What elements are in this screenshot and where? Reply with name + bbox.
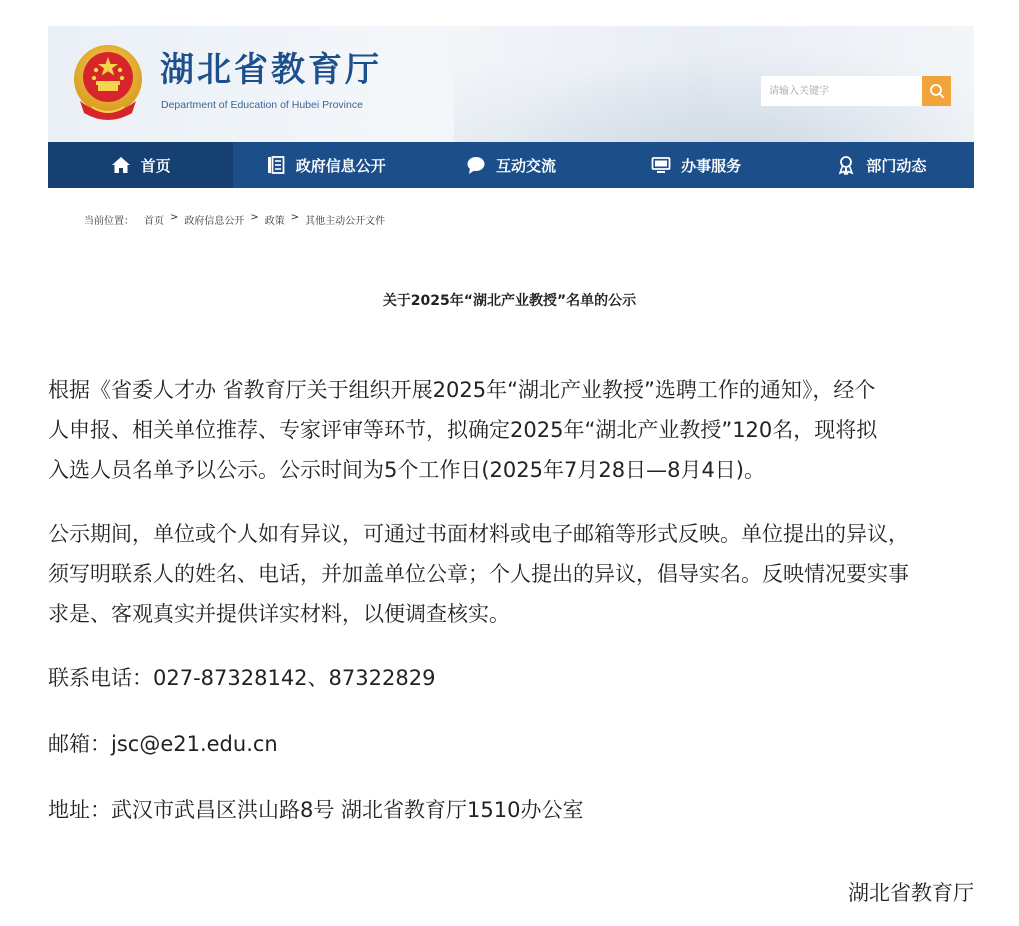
search-box	[761, 76, 951, 106]
site-subtitle: Department of Education of Hubei Province	[161, 99, 363, 111]
breadcrumb	[84, 212, 385, 227]
nav-label: 部门动态	[866, 156, 927, 175]
document-icon	[266, 155, 286, 175]
paragraph-announcement	[48, 370, 974, 490]
paragraph-line: 须写明联系人的姓名、电话，并加盖单位公章；个人提出的异议，倡导实名。反映情况要实事	[48, 562, 909, 586]
paragraph-line: 求是、客观真实并提供详实材料，以便调查核实。	[48, 602, 510, 626]
nav-item-services[interactable]	[604, 142, 789, 188]
paragraph-line: 人申报、相关单位推荐、专家评审等环节，拟确定2025年“湖北产业教授”120名，现将拟	[48, 418, 878, 442]
search-input[interactable]	[761, 76, 921, 106]
signature: 湖北省教育厅	[848, 881, 974, 905]
paragraph-line: 入选人员名单予以公示。公示时间为5个工作日(2025年7月28日—8月4日)。	[48, 458, 765, 482]
monitor-icon	[651, 155, 671, 175]
breadcrumb-item-policy[interactable]: 政策	[264, 216, 285, 227]
breadcrumb-item-home[interactable]: 首页	[144, 216, 164, 227]
site-title[interactable]: 湖北省教育厅	[160, 50, 382, 90]
national-emblem-icon[interactable]	[72, 43, 144, 123]
breadcrumb-separator: >	[170, 212, 179, 223]
award-icon	[836, 155, 856, 175]
nav-item-home[interactable]	[48, 142, 233, 188]
nav-item-dept-news[interactable]	[789, 142, 974, 188]
breadcrumb-item-other-files[interactable]: 其他主动公开文件	[305, 216, 386, 227]
search-icon	[929, 83, 945, 99]
search-button[interactable]	[922, 76, 951, 106]
nav-item-interaction[interactable]	[418, 142, 603, 188]
article-body	[48, 370, 974, 856]
nav-label: 首页	[140, 156, 171, 175]
contact-address: 地址：武汉市武昌区洪山路8号 湖北省教育厅1510办公室	[48, 798, 584, 822]
home-icon	[111, 155, 131, 175]
breadcrumb-separator: >	[290, 212, 300, 223]
nav-label: 政府信息公开	[295, 156, 386, 175]
site-header	[48, 26, 974, 142]
breadcrumb-separator: >	[250, 212, 259, 223]
nav-label: 互动交流	[495, 156, 556, 175]
article-title: 关于2025年“湖北产业教授”名单的公示	[382, 293, 637, 309]
paragraph-objection	[48, 514, 974, 634]
nav-label: 办事服务	[681, 156, 742, 175]
chat-bubble-icon	[466, 155, 486, 175]
main-nav	[48, 142, 974, 188]
breadcrumb-prefix: 当前位置：	[84, 216, 134, 227]
breadcrumb-item-gov-info[interactable]: 政府信息公开	[184, 216, 245, 227]
contact-email: 邮箱：jsc@e21.edu.cn	[48, 732, 278, 756]
nav-item-gov-info[interactable]	[233, 142, 418, 188]
paragraph-line: 根据《省委人才办 省教育厅关于组织开展2025年“湖北产业教授”选聘工作的通知》，经个	[48, 378, 876, 402]
paragraph-line: 公示期间，单位或个人如有异议，可通过书面材料或电子邮箱等形式反映。单位提出的异议，	[48, 522, 909, 546]
contact-phone: 联系电话：027-87328142、87322829	[48, 666, 436, 690]
